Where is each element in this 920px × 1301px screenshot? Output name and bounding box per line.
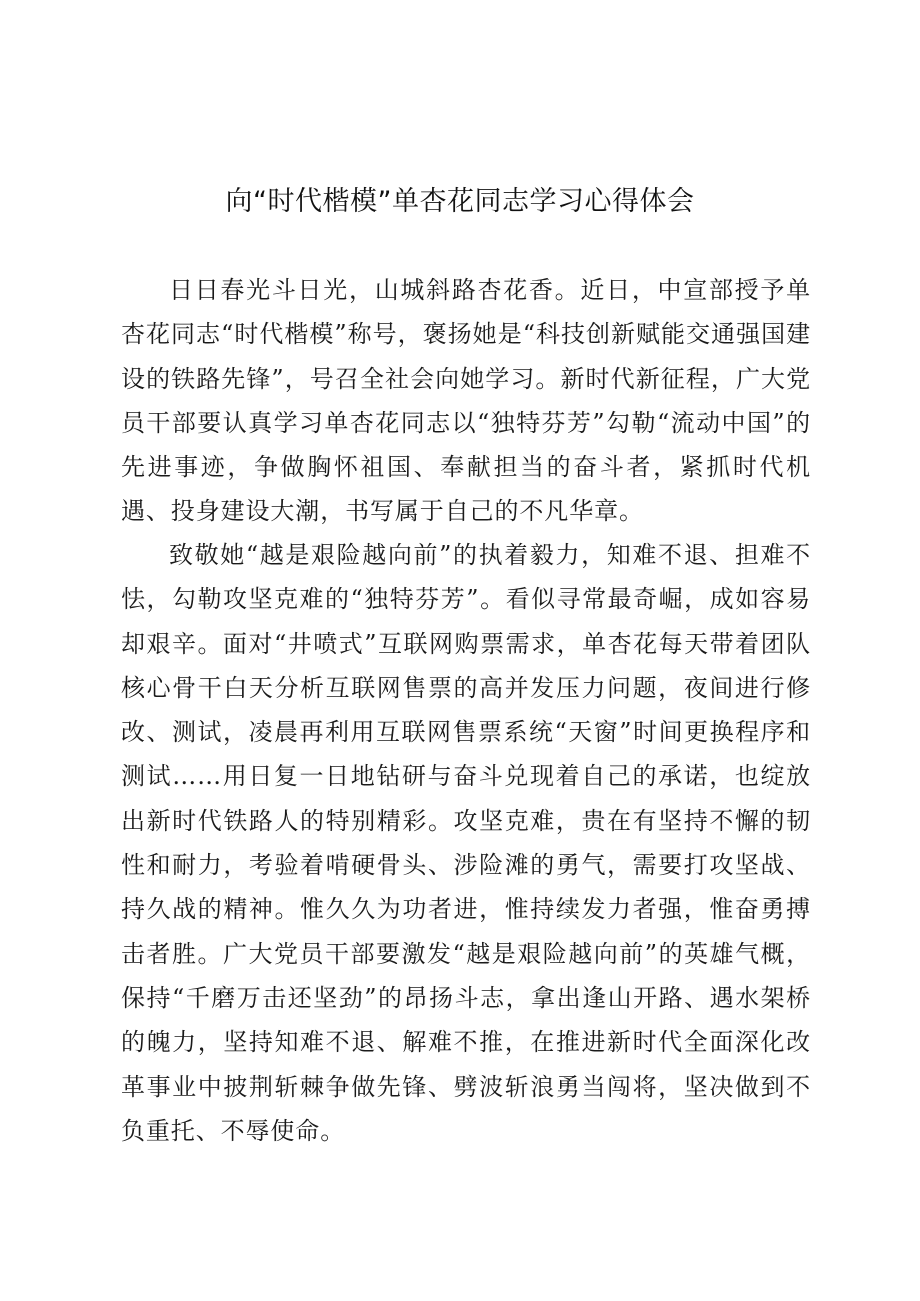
paragraph-1: 日日春光斗日光，山城斜路杏花香。近日，中宣部授予单杏花同志“时代楷模”称号，褒扬她是“科技创新赋能交通强国建设的铁路先锋”，号召全社会向她学习。新时代新征程，广大党员干部要认真学习单杏花同志以“独特芬芳”勾勒“流动中国”的先进事迹，争做胸怀祖国、奉献担当的奋斗者，紧抓时代机遇、投身建设大潮，书写属于自己的不凡华章。 xyxy=(121,276,811,526)
paragraph-2: 致敬她“越是艰险越向前”的执着毅力，知难不退、担难不怯，勾勒攻坚克难的“独特芬芳”。看似寻常最奇崛，成如容易却艰辛。面对“井喷式”互联网购票需求，单杏花每天带着团队核心骨干白天分析互联网售票的高并发压力问题，夜间进行修改、测试，凌晨再利用互联网售票系统“天窗”时间更换程序和测试……用日复一日地钻研与奋斗兑现着自己的承诺，也绽放出新时代铁路人的特别精彩。攻坚克难，贵在有坚持不懈的韧性和耐力，考验着啃硬骨头、涉险滩的勇气，需要打攻坚战、持久战的精神。惟久久为功者进，惟持续发力者强，惟奋勇搏击者胜。广大党员干部要激发“越是艰险越向前”的英雄气概，保持“千磨万击还坚劲”的昂扬斗志，拿出逢山开路、遇水架桥的魄力，坚持知难不退、解难不推，在推进新时代全面深化改革事业中披荆斩棘争做先锋、劈波斩浪勇当闯将，坚决做到不负重托、不辱使命。 xyxy=(121,541,811,1145)
document-title: 向“时代楷模”单杏花同志学习心得体会 xyxy=(225,186,695,217)
